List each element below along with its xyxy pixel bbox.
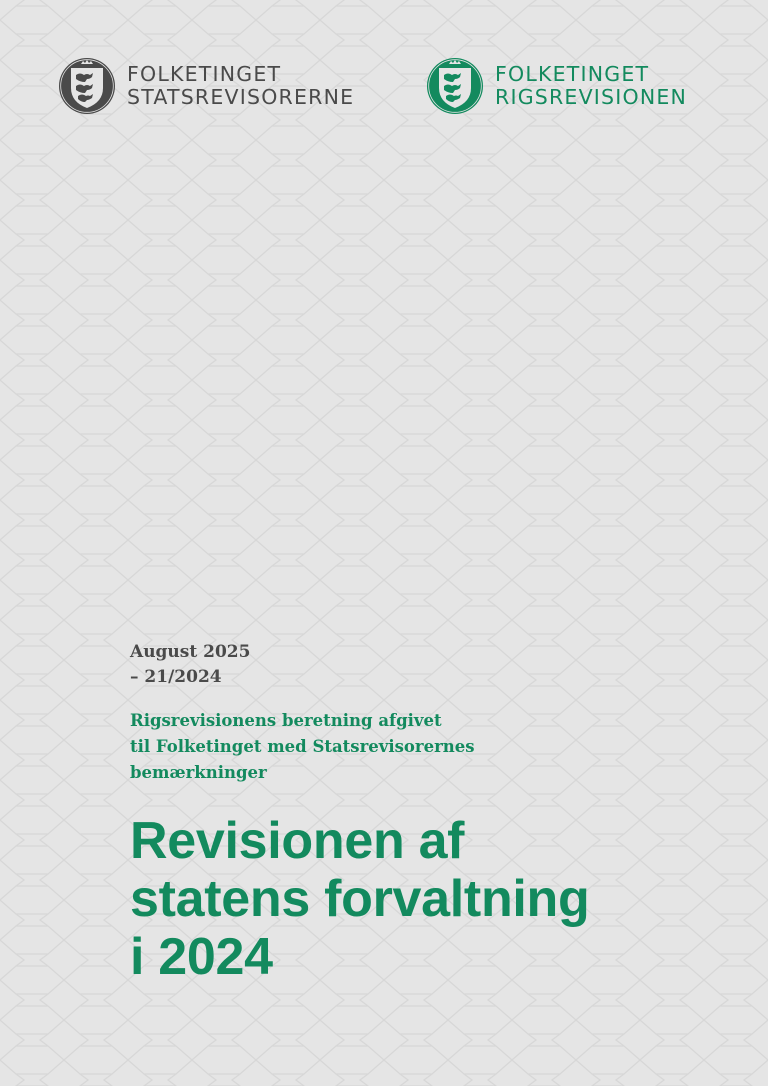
subtitle-line-2: til Folketinget med Statsrevisorernes [130, 737, 475, 756]
coat-of-arms-icon [57, 56, 117, 116]
rigsrevisionen-logo [425, 56, 687, 116]
logo-left-line1: FOLKETINGET [127, 62, 282, 86]
title-line-2: statens forvaltning [130, 870, 590, 928]
title-line-1: Revisionen af [130, 812, 465, 870]
report-title [130, 812, 730, 986]
logo-left-line2: STATSREVISORERNE [127, 85, 355, 109]
logo-right-line1: FOLKETINGET [495, 62, 650, 86]
subtitle-line-1: Rigsrevisionens beretning afgivet [130, 711, 442, 730]
coat-of-arms-icon [425, 56, 485, 116]
title-line-3: i 2024 [130, 928, 273, 986]
subtitle-line-3: bemærkninger [130, 763, 267, 782]
statsrevisorerne-logo [57, 56, 354, 116]
report-subtitle [130, 708, 730, 786]
publication-number: – 21/2024 [130, 667, 222, 687]
cover-content [130, 640, 730, 986]
publication-date: August 2025 [130, 642, 251, 662]
logo-right-line2: RIGSREVISIONEN [495, 85, 688, 109]
